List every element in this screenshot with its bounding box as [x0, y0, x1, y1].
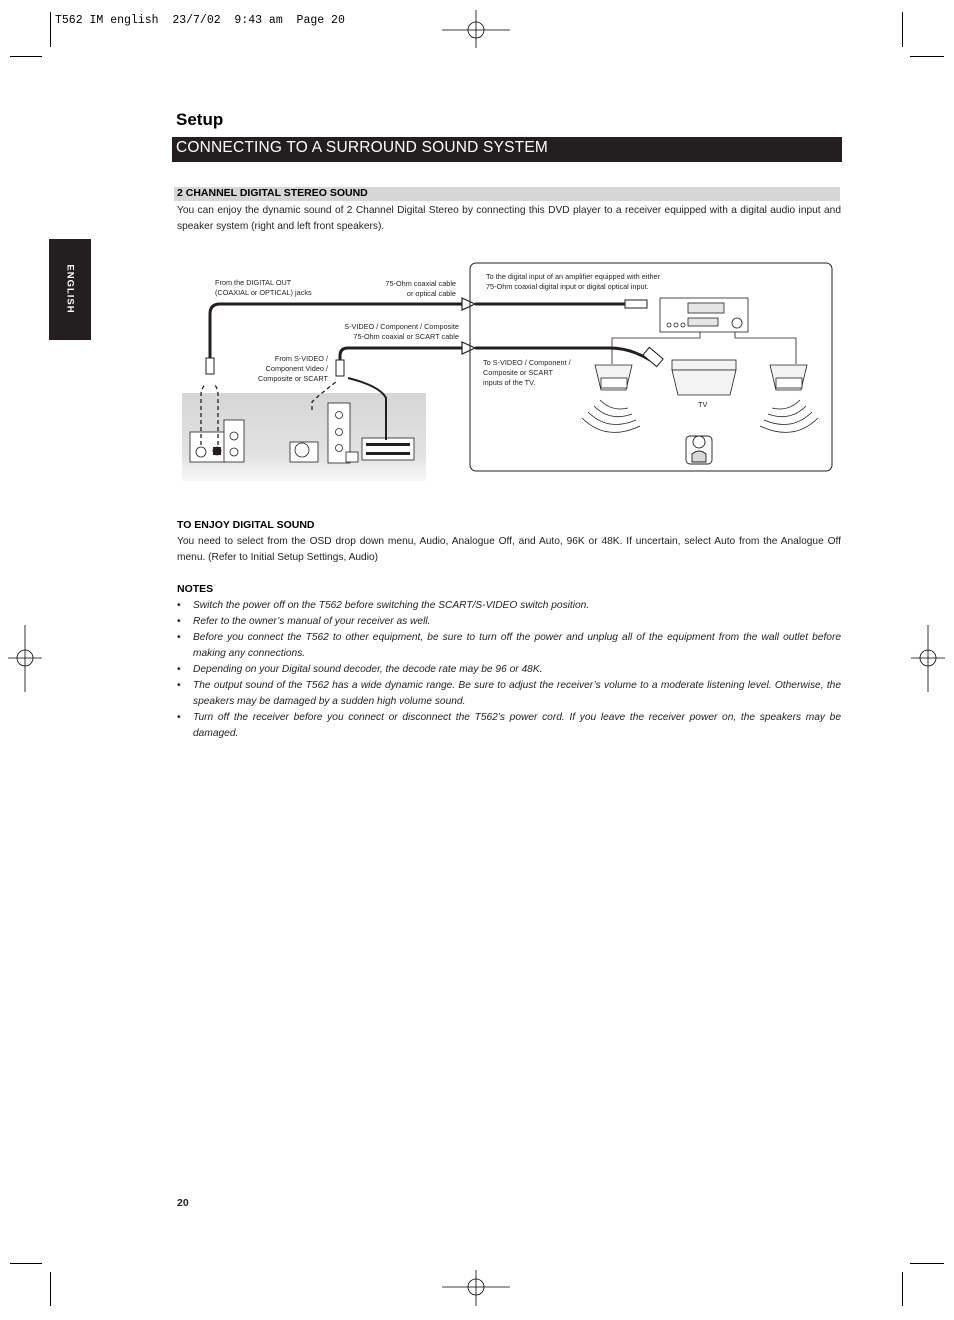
subsection-body: You can enjoy the dynamic sound of 2 Channel Digital Stereo by connecting this DVD player to a receiver equipped with a digital audio input and speaker system (right and left front speakers).: [177, 205, 841, 232]
subsection-bar: [174, 187, 840, 201]
receiver-illustration: [660, 298, 748, 332]
language-tab: [49, 239, 91, 340]
note-item: • Switch the power off on the T562 before switching the SCART/S-VIDEO switch position.: [177, 600, 590, 611]
from-svideo-label: From S-VIDEO / Component Video / Composite or SCART: [257, 354, 328, 383]
page-number: 20: [177, 1197, 189, 1209]
notes-list: [177, 598, 841, 742]
listener-illustration: [686, 436, 712, 464]
digital-out-label: From the DIGITAL OUT (COAXIAL or OPTICAL) jacks: [215, 278, 312, 297]
notes-heading: NOTES: [177, 583, 214, 595]
print-slug: T562 IM english 23/7/02 9:43 am Page 20: [55, 14, 345, 27]
tv-illustration: [672, 360, 736, 395]
connection-diagram: [180, 260, 835, 485]
coax-cable-label: 75-Ohm coaxial cable or optical cable: [385, 279, 456, 298]
note-item: • Depending on your Digital sound decoder, the decode rate may be 96 or 48K.: [177, 664, 543, 675]
note-item: • Turn off the receiver before you connect or disconnect the T562’s power cord. If you leave the receiver power on, the speakers may be damaged.: [177, 712, 841, 739]
to-svideo-label: To S-VIDEO / Component / Composite or SCART inputs of the TV.: [483, 358, 571, 387]
left-speaker: [595, 365, 632, 390]
page-title: CONNECTING TO A SURROUND SOUND SYSTEM: [176, 139, 548, 156]
tv-label: TV: [698, 400, 708, 409]
to-digital-input-label: To the digital input of an amplifier equipped with either 75-Ohm coaxial digital input or digital optical input.: [486, 272, 661, 291]
digital-sound-heading: TO ENJOY DIGITAL SOUND: [177, 519, 315, 531]
note-item: • Before you connect the T562 to other equipment, be sure to turn off the power and unplug all of the equipment from the wall outlet before making any connections.: [177, 632, 841, 659]
note-item: • The output sound of the T562 has a wide dynamic range. Be sure to adjust the receiver’s volume to a moderate listening level. Otherwise, the speakers may be damaged by a sudden high volume sound.: [177, 680, 841, 707]
subsection-title: 2 CHANNEL DIGITAL STEREO SOUND: [177, 187, 368, 199]
digital-sound-body: You need to select from the OSD drop down menu, Audio, Analogue Off, and Auto, 96K or 48K. If uncertain, select Auto from the Analogue Off menu. (Refer to Initial Setup Settings, Audio): [177, 536, 841, 563]
language-tab-label: ENGLISH: [64, 264, 76, 314]
note-item: • Refer to the owner’s manual of your receiver as well.: [177, 616, 431, 627]
right-speaker: [770, 365, 807, 390]
section-title: Setup: [176, 110, 224, 129]
page-title-bar: [172, 137, 842, 162]
video-cable-label: S-VIDEO / Component / Composite 75-Ohm coaxial or SCART cable: [344, 322, 459, 341]
